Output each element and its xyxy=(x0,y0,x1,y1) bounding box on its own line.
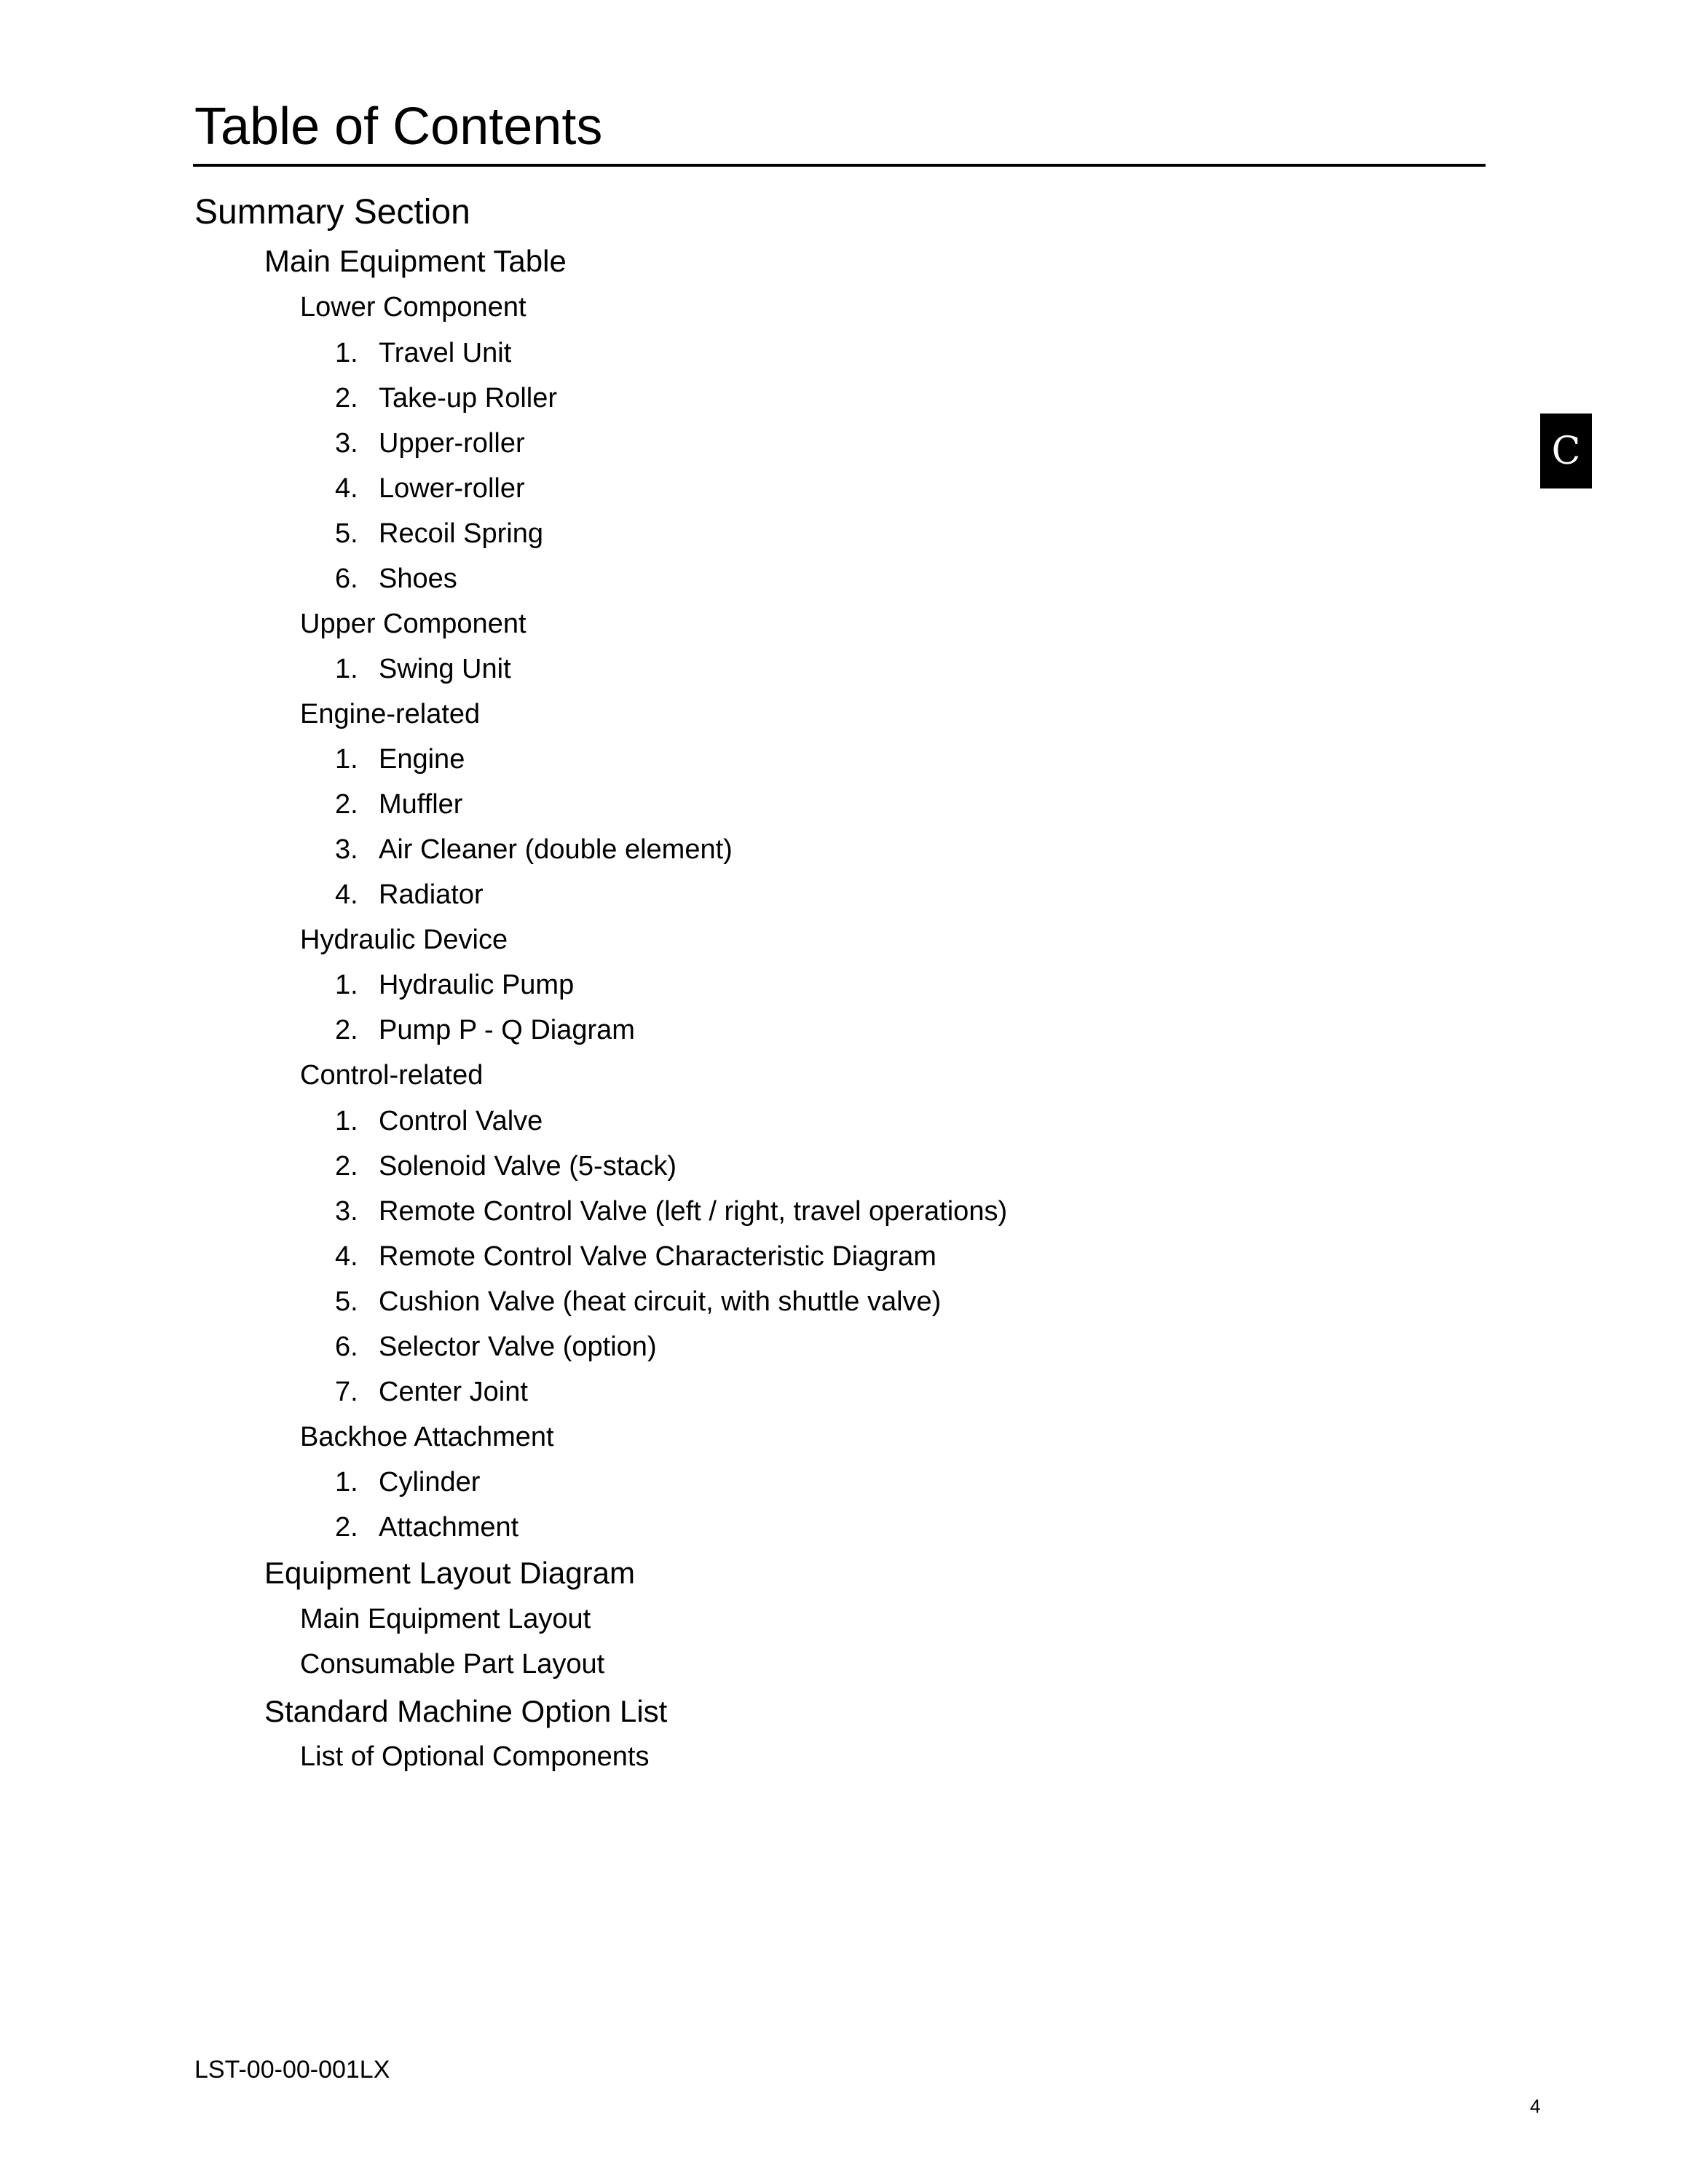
toc-item[interactable] xyxy=(335,430,525,457)
toc-item[interactable] xyxy=(335,881,484,909)
toc-item[interactable] xyxy=(335,1378,528,1406)
item-label: Hydraulic Pump xyxy=(379,970,575,1000)
toc-item[interactable] xyxy=(335,1107,543,1135)
engine-related-heading[interactable]: Engine-related xyxy=(300,699,481,729)
upper-component-heading[interactable]: Upper Component xyxy=(300,609,526,639)
item-label: Center Joint xyxy=(379,1377,528,1407)
item-label: Shoes xyxy=(379,563,457,594)
backhoe-attachment-heading[interactable]: Backhoe Attachment xyxy=(300,1422,554,1452)
item-label: Recoil Spring xyxy=(379,518,543,549)
lower-component-heading[interactable]: Lower Component xyxy=(300,292,526,323)
item-number: 1. xyxy=(335,654,358,684)
item-number: 3. xyxy=(335,834,358,865)
item-label: Cylinder xyxy=(379,1467,481,1497)
item-number: 1. xyxy=(335,1467,358,1497)
item-label: Air Cleaner (double element) xyxy=(379,834,733,865)
toc-entry[interactable]: Main Equipment Layout xyxy=(300,1604,591,1634)
page-number: 4 xyxy=(1530,2095,1541,2117)
main-equipment-table-heading[interactable]: Main Equipment Table xyxy=(264,244,567,278)
item-number: 1. xyxy=(335,338,358,368)
toc-item[interactable] xyxy=(335,1152,677,1180)
toc-item[interactable] xyxy=(335,1016,635,1044)
item-label: Swing Unit xyxy=(379,654,511,684)
equipment-layout-diagram-heading[interactable]: Equipment Layout Diagram xyxy=(264,1556,635,1590)
item-number: 4. xyxy=(335,473,358,504)
toc-item[interactable] xyxy=(335,791,462,818)
item-number: 3. xyxy=(335,1196,358,1227)
toc-item[interactable] xyxy=(335,836,733,863)
item-label: Selector Valve (option) xyxy=(379,1332,657,1362)
item-number: 2. xyxy=(335,383,358,414)
item-number: 2. xyxy=(335,1015,358,1045)
document-id: LST-00-00-001LX xyxy=(194,2056,390,2084)
item-number: 1. xyxy=(335,1106,358,1136)
item-number: 4. xyxy=(335,879,358,910)
item-label: Remote Control Valve Characteristic Diagram xyxy=(379,1241,936,1272)
toc-item[interactable] xyxy=(335,1243,936,1270)
toc-item[interactable] xyxy=(335,971,574,999)
toc-entry[interactable]: Consumable Part Layout xyxy=(300,1649,605,1679)
item-number: 7. xyxy=(335,1377,358,1407)
item-label: Upper-roller xyxy=(379,428,525,459)
toc-item[interactable] xyxy=(335,1288,941,1315)
item-label: Engine xyxy=(379,744,465,775)
item-label: Cushion Valve (heat circuit, with shuttle valve) xyxy=(379,1286,942,1317)
item-label: Pump P - Q Diagram xyxy=(379,1015,635,1045)
title-rule xyxy=(193,164,1486,167)
item-number: 5. xyxy=(335,518,358,549)
toc-item[interactable] xyxy=(335,339,511,367)
item-number: 6. xyxy=(335,563,358,594)
item-number: 2. xyxy=(335,789,358,820)
toc-item[interactable] xyxy=(335,745,465,773)
section-tab: C xyxy=(1540,414,1592,488)
item-label: Lower-roller xyxy=(379,473,525,504)
item-number: 5. xyxy=(335,1286,358,1317)
item-number: 1. xyxy=(335,970,358,1000)
toc-entry[interactable]: List of Optional Components xyxy=(300,1741,650,1772)
summary-section-heading[interactable]: Summary Section xyxy=(194,193,470,232)
item-label: Muffler xyxy=(379,789,463,820)
item-number: 1. xyxy=(335,744,358,775)
toc-item[interactable] xyxy=(335,1198,1007,1225)
toc-item[interactable] xyxy=(335,520,543,547)
hydraulic-device-heading[interactable]: Hydraulic Device xyxy=(300,925,508,955)
toc-item[interactable] xyxy=(335,655,511,683)
item-number: 2. xyxy=(335,1151,358,1182)
toc-item[interactable] xyxy=(335,1514,518,1541)
item-number: 4. xyxy=(335,1241,358,1272)
item-number: 3. xyxy=(335,428,358,459)
toc-item[interactable] xyxy=(335,384,557,412)
control-related-heading[interactable]: Control-related xyxy=(300,1060,484,1091)
toc-item[interactable] xyxy=(335,475,525,502)
item-label: Solenoid Valve (5-stack) xyxy=(379,1151,677,1182)
toc-item[interactable] xyxy=(335,565,457,593)
toc-item[interactable] xyxy=(335,1333,657,1361)
item-label: Take-up Roller xyxy=(379,383,557,414)
item-number: 6. xyxy=(335,1332,358,1362)
item-label: Radiator xyxy=(379,879,484,910)
item-label: Control Valve xyxy=(379,1106,543,1136)
standard-machine-option-list-heading[interactable]: Standard Machine Option List xyxy=(264,1694,668,1728)
item-label: Attachment xyxy=(379,1512,519,1543)
item-number: 2. xyxy=(335,1512,358,1543)
page-title: Table of Contents xyxy=(194,98,603,156)
item-label: Remote Control Valve (left / right, travel operations) xyxy=(379,1196,1008,1227)
item-label: Travel Unit xyxy=(379,338,512,368)
toc-item[interactable] xyxy=(335,1468,480,1496)
